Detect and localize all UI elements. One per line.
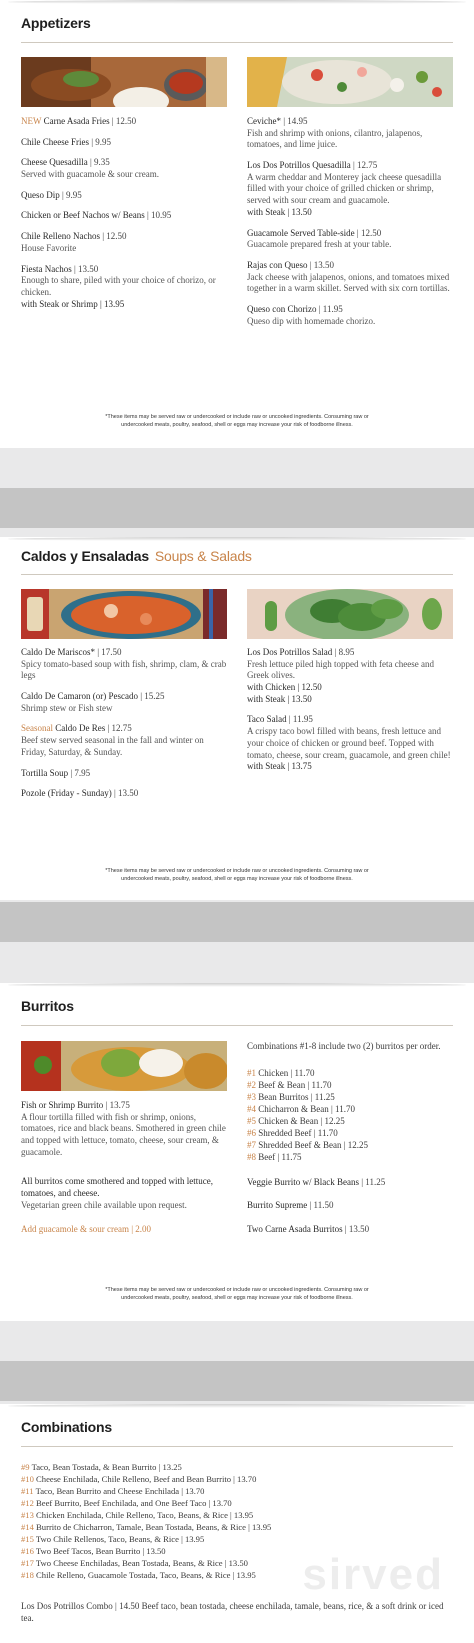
item-name: Two Carne Asada Burritos: [247, 1224, 343, 1235]
item-extra: with Steak | 13.50: [247, 693, 312, 704]
section-shadow: [8, 983, 466, 987]
item-name: Caldo De Res: [55, 723, 106, 734]
item-price: | 11.95: [318, 303, 343, 314]
item-description: Fish and shrimp with onions, cilantro, jalapenos, tomatoes, and lime juice.: [247, 127, 423, 150]
item-description: A flour tortilla filled with fish or shrimp, onions, tomatoes, rice and black beans. Smothered in green chile and topped with lettuce, tomato, cheese, sour cream, & guacamole.: [21, 1111, 226, 1157]
item-price: | 13.50: [74, 263, 99, 274]
item-name: Fish or Shrimp Burrito: [21, 1100, 104, 1110]
item-name: Cheese Quesadilla: [21, 157, 88, 168]
title-rule: [21, 1446, 453, 1447]
combo-number: #9: [21, 1462, 30, 1472]
item-price: | 13.75: [105, 1100, 130, 1110]
menu-item: [247, 1177, 455, 1189]
menu-item: [21, 691, 229, 714]
menu-item: [21, 157, 229, 180]
item-name: Chicken or Beef Nachos w/ Beans: [21, 210, 145, 221]
title-rule: [21, 574, 453, 575]
combo-number: #12: [21, 1498, 34, 1508]
item-price: | 12.50: [102, 231, 127, 242]
item-name: Queso con Chorizo: [247, 303, 317, 314]
seasonal-tag: Seasonal: [21, 723, 53, 734]
combo-text: Beef Burrito, Beef Enchilada, and One Beef Taco | 13.70: [36, 1498, 232, 1508]
item-name: Chile Relleno Nachos: [21, 231, 100, 242]
item-name: Los Dos Potrillos Quesadilla: [247, 160, 351, 171]
menu-item: [247, 260, 455, 295]
item-price: | 17.50: [97, 647, 122, 657]
soups-title: [21, 547, 252, 565]
title-rule: [21, 42, 453, 43]
combo-line: [21, 1557, 451, 1569]
item-description: Jack cheese with jalapenos, onions, and tomatoes mixed together in a warm skillet. Served with six corn tortillas.: [247, 271, 450, 294]
menu-item: [21, 264, 229, 311]
combo-text: Chicken | 11.70: [258, 1067, 315, 1078]
item-description: Beef stew served seasonal in the fall and winter on Friday, Saturday, & Sunday.: [21, 735, 204, 757]
combo-number: #1: [247, 1067, 256, 1078]
menu-item: [247, 1200, 455, 1212]
item-price: | 12.50: [111, 116, 137, 126]
item-description: Spicy tomato-based soup with fish, shrimp, clam, & crab legs: [21, 658, 227, 681]
combo-line: [21, 1497, 451, 1509]
combo-number: #3: [247, 1091, 256, 1102]
item-price: | 9.95: [62, 189, 82, 200]
burritos-note: All burritos come smothered and topped with lettuce, tomatoes, and cheese.: [21, 1176, 213, 1199]
combo-line: [247, 1079, 455, 1091]
item-price: | 11.95: [288, 714, 313, 725]
combo-text: Shredded Beef & Bean | 12.25: [258, 1139, 369, 1150]
item-extra: with Steak | 13.75: [247, 761, 312, 772]
appetizers-section: [0, 0, 474, 448]
menu-item: [247, 1224, 455, 1236]
combo-text: Taco, Bean Tostada, & Bean Burrito | 13.25: [31, 1462, 182, 1472]
notice-line: *These items may be served raw or undercooked or include raw or uncooked ingredients. Consuming raw or: [105, 414, 369, 420]
notice-line: undercooked meats, poultry, seafood, shell or eggs may increase your risk of foodborne illness.: [121, 1295, 353, 1302]
appetizers-left-column: [21, 116, 229, 319]
combo-line: [247, 1091, 455, 1103]
item-name: Rajas con Queso: [247, 259, 308, 270]
item-name: Caldo De Mariscos*: [21, 647, 95, 657]
item-price: | 12.50: [356, 227, 382, 238]
item-price: | 14.50: [115, 1601, 140, 1611]
appetizers-photo-right: [247, 57, 453, 107]
menu-item: [21, 788, 229, 800]
notice-line: undercooked meats, poultry, seafood, shell or eggs may increase your risk of foodborne illness.: [121, 876, 353, 883]
soups-salads-section: [0, 537, 474, 900]
menu-item: [21, 137, 229, 149]
item-price: | 9.35: [89, 157, 110, 168]
combo-text: Chicken Enchilada, Chile Relleno, Taco, Beans, & Rice | 13.95: [36, 1510, 254, 1520]
item-name: Caldo De Camaron (or) Pescado: [21, 691, 138, 702]
item-description: House Favorite: [21, 242, 77, 253]
combo-text: Burrito de Chicharron, Tamale, Bean Tostada, Beans, & Rice | 13.95: [36, 1522, 272, 1532]
item-price: | 10.95: [146, 210, 172, 221]
soups-right-column: [247, 647, 455, 782]
sirved-watermark: sirved: [302, 1549, 444, 1599]
combo-line: [21, 1533, 451, 1545]
item-name: Taco Salad: [247, 714, 287, 725]
combo-text: Two Beef Tacos, Bean Burrito | 13.50: [35, 1546, 166, 1556]
section-shadow: [8, 537, 466, 541]
combo-text: Two Chile Rellenos, Taco, Beans, & Rice | 13.95: [35, 1534, 205, 1544]
item-name: Chile Cheese Fries: [21, 136, 89, 147]
combo-number: #2: [247, 1079, 256, 1090]
item-description: A crispy taco bowl filled with beans, fresh lettuce and your choice of chicken or ground beef. Topped with tomato, cheese, sour cream, guacamole, and green chile!: [247, 726, 451, 760]
addon-guacamole: Add guacamole & sour cream | 2.00: [21, 1223, 152, 1234]
menu-item: [21, 768, 229, 780]
menu-item: [247, 228, 455, 251]
item-price: | 11.25: [361, 1176, 386, 1187]
combo-number: #11: [21, 1486, 34, 1496]
combo-line: [247, 1151, 455, 1163]
soups-title-main: Caldos y Ensaladas: [21, 548, 149, 564]
item-name: Carne Asada Fries: [43, 116, 110, 126]
combo-text: Bean Burritos | 11.25: [258, 1091, 335, 1102]
section-shadow: [8, 0, 466, 4]
combos-intro: Combinations #1-8 include two (2) burritos per order.: [247, 1041, 441, 1051]
combo-number: #17: [21, 1558, 34, 1568]
raw-food-notice: [60, 1286, 414, 1303]
combo-line: [21, 1473, 451, 1485]
menu-item: [247, 714, 455, 772]
menu-item: [247, 304, 455, 327]
item-extra: with Chicken | 12.50: [247, 682, 322, 693]
menu-item: [21, 1601, 451, 1624]
menu-item: [21, 1100, 229, 1158]
combo-line: [21, 1461, 451, 1473]
item-extra: with Steak or Shrimp | 13.95: [21, 298, 125, 309]
burritos-section: [0, 983, 474, 1321]
item-price: | 15.25: [140, 691, 165, 702]
item-price: | 13.50: [344, 1224, 370, 1235]
combo-number: #8: [247, 1151, 256, 1162]
combo-line: [247, 1115, 455, 1127]
combo-text: Two Cheese Enchiladas, Bean Tostada, Beans, & Rice | 13.50: [35, 1558, 248, 1568]
item-price: | 12.75: [107, 723, 132, 734]
combo-number: #16: [21, 1546, 34, 1556]
menu-item: [247, 116, 455, 151]
burritos-title: Burritos: [21, 998, 74, 1014]
combo-line: [21, 1509, 451, 1521]
new-tag: NEW: [21, 116, 42, 126]
title-rule: [21, 1025, 453, 1026]
item-description: A warm cheddar and Monterey jack cheese quesadilla filled with your choice of grilled chicken or shrimp, served with sour cream and guacamole.: [247, 171, 442, 206]
item-name: Fiesta Nachos: [21, 263, 72, 274]
appetizers-title: Appetizers: [21, 15, 91, 31]
menu-item: [21, 210, 229, 222]
combinations-list: [21, 1461, 451, 1624]
combo-text: Cheese Enchilada, Chile Relleno, Beef and Bean Burrito | 13.70: [36, 1474, 257, 1484]
item-price: | 9.95: [91, 136, 112, 147]
item-price: | 7.95: [70, 767, 91, 778]
item-price: | 14.95: [283, 116, 308, 126]
combo-line: [21, 1569, 451, 1581]
menu-item: [21, 647, 229, 682]
menu-item: [247, 647, 455, 705]
menu-item: [21, 190, 229, 202]
combo-number: #18: [21, 1570, 34, 1580]
combo-number: #6: [247, 1127, 256, 1138]
burritos-right-column: [247, 1041, 455, 1245]
raw-food-notice: [60, 867, 414, 884]
raw-food-notice: [60, 413, 414, 430]
soups-left-column: [21, 647, 229, 809]
combinations-title: Combinations: [21, 1419, 112, 1435]
combo-line: [21, 1521, 451, 1533]
item-price: | 13.50: [113, 788, 139, 799]
item-name: Guacamole Served Table-side: [247, 227, 355, 238]
item-name: Tortilla Soup: [21, 767, 69, 778]
section-divider: [0, 902, 474, 942]
notice-line: *These items may be served raw or undercooked or include raw or uncooked ingredients. Consuming raw or: [105, 868, 369, 874]
burrito-combos-list: [247, 1067, 455, 1163]
menu-item: [21, 231, 229, 254]
combo-number: #15: [21, 1534, 34, 1544]
menu-item: [21, 116, 229, 128]
combo-text: Chicken & Bean | 12.25: [258, 1115, 345, 1126]
combo-number: #4: [247, 1103, 256, 1114]
combo-text: Chicharron & Bean | 11.70: [258, 1103, 355, 1114]
item-description: Shrimp stew or Fish stew: [21, 702, 113, 713]
item-description: Guacamole prepared fresh at your table.: [247, 239, 392, 250]
combo-text: Shredded Beef | 11.70: [258, 1127, 338, 1138]
combo-line: [247, 1067, 455, 1079]
menu-item: [21, 723, 229, 758]
burritos-left-column: [21, 1100, 229, 1244]
burritos-photo: [21, 1041, 227, 1091]
combo-number: #5: [247, 1115, 256, 1126]
combinations-section: [0, 1404, 474, 1643]
combo-number: #10: [21, 1474, 34, 1484]
item-description: Queso dip with homemade chorizo.: [247, 315, 376, 326]
soups-photo-left: [21, 589, 227, 639]
item-extra: with Steak | 13.50: [247, 206, 312, 217]
item-name: Queso Dip: [21, 189, 60, 200]
combo-line: [21, 1545, 451, 1557]
combo-number: #13: [21, 1510, 34, 1520]
vegetarian-note: Vegetarian green chile available upon request.: [21, 1199, 187, 1210]
section-shadow: [8, 1404, 466, 1408]
combo-line: [247, 1103, 455, 1115]
combo-number: #14: [21, 1522, 34, 1532]
soups-photo-right: [247, 589, 453, 639]
item-name: Burrito Supreme: [247, 1200, 308, 1211]
burritos-info: [21, 1176, 229, 1211]
appetizers-photo-left: [21, 57, 227, 107]
combo-text: Beef & Bean | 11.70: [258, 1079, 332, 1090]
item-name: Ceviche*: [247, 116, 281, 126]
combo-text: Taco, Bean Burrito and Cheese Enchilada | 13.70: [35, 1486, 205, 1496]
menu-item: [247, 160, 455, 218]
appetizers-right-column: [247, 116, 455, 336]
item-name: Pozole (Friday - Sunday): [21, 788, 112, 799]
item-price: | 8.95: [334, 647, 355, 657]
item-description: Enough to share, piled with your choice of chorizo, or chicken.: [21, 275, 216, 297]
item-name: Veggie Burrito w/ Black Beans: [247, 1176, 359, 1187]
notice-line: *These items may be served raw or undercooked or include raw or uncooked ingredients. Consuming raw or: [105, 1287, 369, 1293]
combo-text: Beef | 11.75: [258, 1151, 302, 1162]
combo-line: [247, 1127, 455, 1139]
combo-text: Chile Relleno, Guacamole Tostada, Taco, Beans, & Rice | 13.95: [36, 1570, 256, 1580]
item-description: Beef taco, bean tostada, cheese enchilada, tamale, beans, rice, & a soft drink or iced tea.: [21, 1601, 444, 1623]
item-description: Fresh lettuce piled high topped with feta cheese and Greek olives.: [247, 658, 434, 681]
section-divider: [0, 1361, 474, 1401]
item-name: Los Dos Potrillos Combo: [21, 1601, 113, 1611]
item-price: | 12.75: [353, 160, 378, 171]
combo-line: [21, 1485, 451, 1497]
notice-line: undercooked meats, poultry, seafood, shell or eggs may increase your risk of foodborne illness.: [121, 422, 353, 429]
item-price: | 11.50: [309, 1200, 334, 1211]
combo-line: [247, 1139, 455, 1151]
item-name: Los Dos Potrillos Salad: [247, 647, 333, 657]
item-price: | 13.50: [309, 259, 335, 270]
section-divider: [0, 488, 474, 528]
combo-number: #7: [247, 1139, 256, 1150]
item-description: Served with guacamole & sour cream.: [21, 169, 159, 180]
soups-title-alt: Soups & Salads: [154, 548, 252, 564]
